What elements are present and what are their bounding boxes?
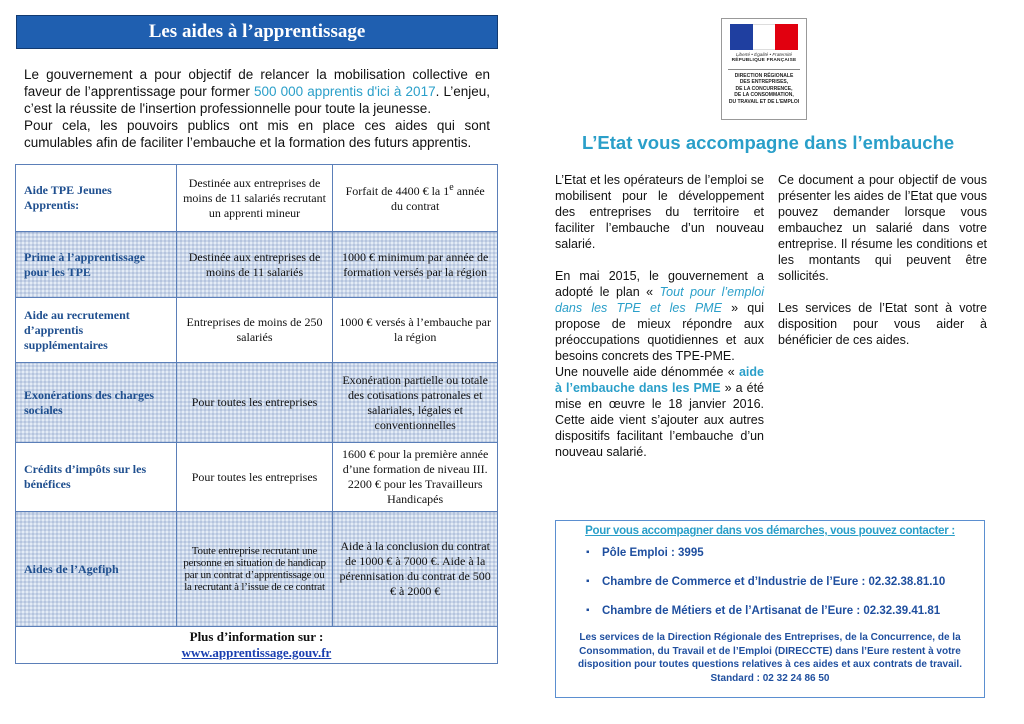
bullet-icon: ▪ <box>586 547 590 558</box>
bullet-icon: ▪ <box>586 605 590 616</box>
table-footer <box>16 627 498 664</box>
contact-item: Chambre de Métiers et de l’Artisanat de l’Eure : 02.32.39.41.81 <box>602 605 941 617</box>
logo-divider <box>728 69 800 70</box>
republic-label: RÉPUBLIQUE FRANÇAISE <box>731 58 797 63</box>
flag-white <box>753 24 776 50</box>
table-row <box>16 443 498 512</box>
table-row <box>16 232 498 298</box>
paragraph-text: » a été mise en œuvre le 18 janvier 2016. Cette aide vient s’ajouter aux autres dispositifs facilitant l’embauche d’un nouveau salarié. <box>555 381 764 459</box>
direccte-note <box>564 631 976 685</box>
paragraph-text: Une nouvelle aide dénommée « <box>555 365 739 379</box>
contact-item: Pôle Emploi : 3995 <box>602 547 704 559</box>
contact-item: Chambre de Commerce et d’Industrie de l’Eure : 02.32.38.81.10 <box>602 576 946 588</box>
motto: Liberté • Égalité • Fraternité <box>735 52 793 57</box>
direccte-text: Les services de la Direction Régionale des Entreprises, de la Concurrence, de la Consommation, du Travail et de l’Emploi (DIRECCTE) dans l’Eure restent à votre disposition pour toutes questions relatives à ces aides et aux contrats de travail. <box>577 632 962 670</box>
flag-blue <box>730 24 753 50</box>
paragraph <box>555 364 764 460</box>
paragraph-text: En mai 2015, le gouvernement a adopté le plan « <box>555 269 764 299</box>
flag-icon <box>730 24 798 50</box>
bullet-icon: ▪ <box>586 576 590 587</box>
table-row <box>16 512 498 627</box>
paragraph <box>555 268 764 364</box>
contact-list <box>586 547 984 617</box>
aid-target: Destinée aux entreprises de moins de 11 salariés <box>176 232 333 298</box>
aid-name: Prime à l’apprentissage pour les TPE <box>16 232 177 298</box>
aid-amount: 1000 € minimum par année de formation versés par la région <box>333 232 498 298</box>
aid-name: Aide TPE Jeunes Apprentis: <box>16 165 177 232</box>
table-row <box>16 363 498 443</box>
plan-name: Tout pour l’emploi dans les TPE et les PME <box>555 285 764 315</box>
paragraph: Les services de l’Etat sont à votre disposition pour vous aider à bénéficier de ces aides. <box>778 301 987 347</box>
aid-target: Pour toutes les entreprises <box>176 443 333 512</box>
list-item <box>586 605 984 617</box>
aid-amount: Aide à la conclusion du contrat de 1000 € à 7000 €. Aide à la pérennisation du contrat de 500 € à 2000 € <box>333 512 498 627</box>
flag-red <box>775 24 798 50</box>
more-info-label: Plus d’information sur : <box>189 629 324 644</box>
aid-name: Aide au recrutement d’apprentis supplémentaires <box>16 298 177 363</box>
paragraph-text: » qui propose de mieux répondre aux préoccupations quotidiennes et aux besoins concrets des TPE-PME. <box>555 301 764 363</box>
intro-text <box>24 66 490 151</box>
direction-line: DU TRAVAIL ET DE L’EMPLOI <box>728 98 800 105</box>
direction-line: DE LA CONCURRENCE, <box>735 85 793 92</box>
aid-target: Toute entreprise recrutant une personne en situation de handicap par un contrat d’apprentissage ou la recrutant à l’issue de ce contrat <box>176 512 333 627</box>
paragraph: L’Etat et les opérateurs de l’emploi se mobilisent pour le développement des entreprises du territoire et faciliter l’embauche d’un nouveau salarié. <box>555 173 764 251</box>
direction-line: DIRECTION RÉGIONALE <box>734 73 794 79</box>
text-column-left <box>555 172 764 476</box>
aid-amount: Exonération partielle ou totale des cotisations patronales et salariales, légales et conventionnelles <box>333 363 498 443</box>
list-item <box>586 547 984 559</box>
list-item <box>586 576 984 588</box>
standard-phone: Standard : 02 32 24 86 50 <box>710 672 830 684</box>
section-title: L’Etat vous accompagne dans l’embauche <box>582 132 955 153</box>
direction-label <box>722 73 806 105</box>
aid-name: Exonérations des charges sociales <box>16 363 177 443</box>
aid-target: Entreprises de moins de 250 salariés <box>176 298 333 363</box>
aid-amount <box>333 165 498 232</box>
text-column-right <box>778 172 987 364</box>
paragraph: Ce document a pour objectif de vous présenter les aides de l’Etat que vous pouvez demander lorsque vous embauchez un salarié dans votre entreprise. Il résume les conditions et les montants qui peuvent être sollicités. <box>778 173 987 283</box>
apprentissage-link[interactable]: www.apprentissage.gouv.fr <box>181 645 332 660</box>
table-row <box>16 165 498 232</box>
aid-amount: 1600 € pour la première année d’une formation de niveau III. 2200 € pour les Travailleurs Handicapés <box>333 443 498 512</box>
aids-table <box>15 164 498 664</box>
aid-name: Aides de l’Agefiph <box>16 512 177 627</box>
aid-target: Pour toutes les entreprises <box>176 363 333 443</box>
aid-amount: 1000 € versés à l’embauche par la région <box>333 298 498 363</box>
page-title: Les aides à l’apprentissage <box>16 15 498 49</box>
table-footer-row <box>16 627 498 664</box>
intro-text-start: Le gouvernement a pour objectif de relancer la mobilisation collective en faveur de l’apprentissage pour former <box>24 67 490 99</box>
direction-line: DE LA CONSOMMATION, <box>734 92 794 99</box>
intro-highlight: 500 000 apprentis d'ici à 2017 <box>254 84 436 99</box>
republique-francaise-logo <box>721 18 807 120</box>
aid-amount-text-end: année du contrat <box>391 184 485 213</box>
aid-amount-sup: e <box>449 182 454 193</box>
intro-second-paragraph: Pour cela, les pouvoirs publics ont mis en place ces aides qui sont cumulables afin de faciliter l’embauche et la formation des futurs apprentis. <box>24 118 490 150</box>
contact-heading: Pour vous accompagner dans vos démarches, vous pouvez contacter : <box>585 525 955 537</box>
table-row <box>16 298 498 363</box>
direction-line: DES ENTREPRISES, <box>739 79 789 86</box>
intro-text-end: . L’enjeu, c’est la réussite de l'insertion professionnelle pour toute la jeunesse. <box>24 84 491 116</box>
aid-highlight: aide à l’embauche dans les PME <box>555 365 764 395</box>
contact-box <box>555 520 985 698</box>
aid-target: Destinée aux entreprises de moins de 11 salariés recrutant un apprenti mineur <box>176 165 333 232</box>
aid-name: Crédits d’impôts sur les bénéfices <box>16 443 177 512</box>
aid-amount-text: Forfait de 4400 € la 1 <box>345 184 450 198</box>
